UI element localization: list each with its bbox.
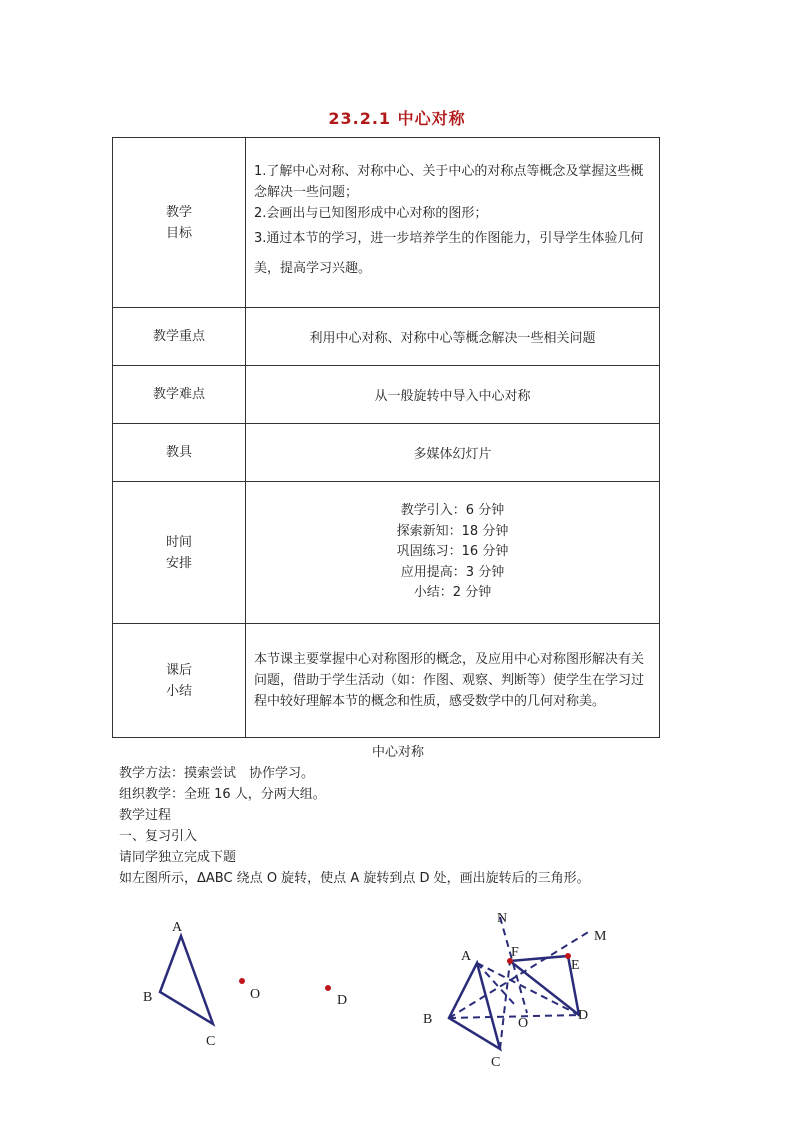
left-figure	[143, 920, 347, 1049]
goals-label-line2: 目标	[165, 225, 192, 241]
label-n: N	[497, 911, 508, 926]
key-point-label: 教学重点	[113, 308, 246, 366]
triangle-abc	[160, 936, 213, 1024]
lesson-plan-table	[112, 137, 660, 738]
triangle-abc-right	[449, 963, 500, 1049]
key-point-text: 利用中心对称、对称中心等概念解决一些相关问题	[246, 308, 660, 366]
label-o-right: O	[518, 1016, 529, 1031]
schedule-item: 探索新知：18 分钟	[396, 523, 509, 539]
schedule-label-line2: 安排	[165, 555, 192, 571]
section-heading: 一、复习引入	[119, 829, 198, 844]
label-m: M	[594, 929, 607, 944]
process-heading: 教学过程	[119, 808, 172, 823]
label-e: E	[571, 958, 580, 973]
label-b: B	[143, 990, 153, 1005]
row-tools	[113, 424, 660, 482]
right-figure	[423, 911, 607, 1070]
difficulty-text: 从一般旋转中导入中心对称	[246, 366, 660, 424]
schedule-label-line1: 时间	[165, 534, 192, 550]
teaching-method: 教学方法：摸索尝试 协作学习。	[119, 766, 315, 781]
label-d: D	[337, 993, 348, 1008]
goals-content	[246, 138, 660, 308]
organization: 组织教学：全班 16 人，分两大组。	[119, 787, 326, 802]
page-title: 23.2.1 中心对称	[328, 109, 466, 128]
schedule-item: 小结：2 分钟	[413, 585, 492, 601]
summary-label	[113, 624, 246, 738]
label-a-right: A	[461, 949, 472, 964]
row-difficulty	[113, 366, 660, 424]
problem-text: 如左图所示，ΔABC 绕点 O 旋转，使点 A 旋转到点 D 处，画出旋转后的三角形。	[119, 871, 590, 886]
summary-label-line1: 课后	[165, 662, 192, 678]
summary-text: 本节课主要掌握中心对称图形的概念，及应用中心对称图形解决有关问题，借助于学生活动（如：作图、观察、判断等）使学生在学习过程中较好理解本节的概念和性质，感受数学中的几何对称美。	[246, 624, 660, 738]
row-goals	[113, 138, 660, 308]
goal-item: 1.了解中心对称、对称中心、关于中心的对称点等概念及掌握这些概念解决一些问题；	[254, 164, 644, 200]
schedule-content	[246, 482, 660, 624]
label-o: O	[250, 987, 261, 1002]
label-d-right: D	[578, 1008, 589, 1023]
label-c-right: C	[491, 1055, 501, 1070]
point-d	[325, 985, 331, 991]
schedule-item: 巩固练习：16 分钟	[396, 544, 509, 560]
schedule-item: 教学引入：6 分钟	[400, 503, 505, 519]
schedule-item: 应用提高：3 分钟	[400, 564, 505, 580]
row-summary	[113, 624, 660, 738]
label-b-right: B	[423, 1012, 433, 1027]
row-schedule	[113, 482, 660, 624]
tools-text: 多媒体幻灯片	[246, 424, 660, 482]
schedule-label	[113, 482, 246, 624]
section-subtitle: 中心对称	[371, 745, 424, 760]
difficulty-label: 教学难点	[113, 366, 246, 424]
instruction-text: 请同学独立完成下题	[119, 850, 237, 865]
label-c: C	[206, 1034, 216, 1049]
label-a: A	[172, 920, 183, 935]
goal-item: 3.通过本节的学习，进一步培养学生的作图能力，引导学生体验几何美，提高学习兴趣。	[254, 231, 644, 276]
tools-label: 教具	[113, 424, 246, 482]
summary-label-line2: 小结	[165, 683, 192, 699]
goals-label-line1: 教学	[165, 204, 192, 220]
goal-item: 2.会画出与已知图形成中心对称的图形；	[254, 206, 488, 221]
row-key-point	[113, 308, 660, 366]
label-f: F	[511, 945, 519, 960]
geometry-figures	[0, 895, 794, 1075]
point-o	[239, 978, 245, 984]
goals-label	[113, 138, 246, 308]
